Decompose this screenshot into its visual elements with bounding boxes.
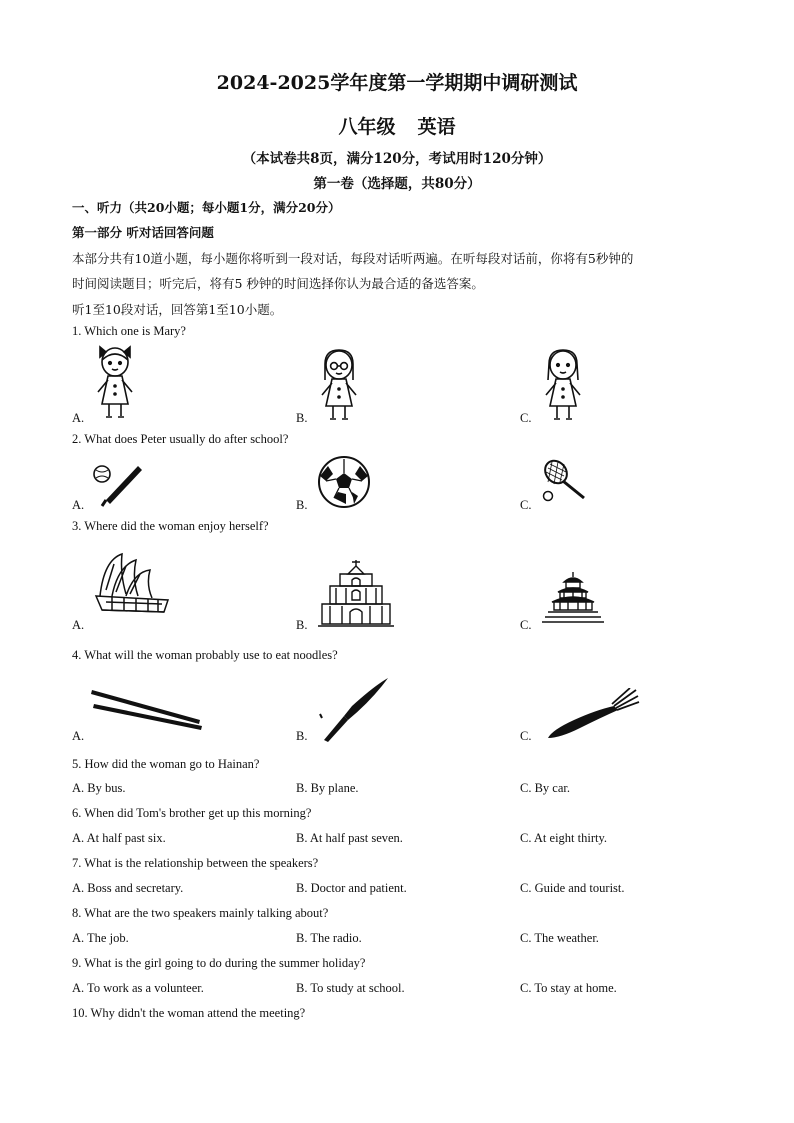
- option-c: C.: [520, 411, 532, 425]
- option-c: C. Guide and tourist.: [520, 881, 625, 895]
- grade-label: 八年级: [338, 116, 396, 138]
- option-c: C.: [520, 729, 532, 743]
- fork-icon: [544, 688, 640, 742]
- option-a: A.: [72, 498, 85, 512]
- option-c: C. The weather.: [520, 931, 599, 945]
- option-a: A. Boss and secretary.: [72, 881, 184, 895]
- option-a: A. The job.: [72, 931, 129, 945]
- option-b: B. Doctor and patient.: [296, 881, 407, 895]
- instruction-line-1: 本部分共有10道小题，每小题你将听到一段对话，每段对话听两遍。在听每段对话前，你将有5秒钟的: [72, 251, 634, 266]
- tennis-racket-icon: [540, 458, 588, 506]
- baseball-bat-icon: [90, 462, 144, 510]
- instruction-line-3: 听1至10段对话，回答第1至10小题。: [72, 302, 283, 317]
- question-1: 1. Which one is Mary?: [72, 324, 186, 338]
- sydney-opera-house-icon: [92, 550, 172, 620]
- question-6: 6. When did Tom's brother get up this morning?: [72, 806, 312, 820]
- girl-with-glasses-icon: [314, 346, 364, 424]
- option-b: B. The radio.: [296, 931, 362, 945]
- option-c: C. At eight thirty.: [520, 831, 608, 845]
- question-9: 9. What is the girl going to do during the summer holiday?: [72, 956, 366, 970]
- option-b: B. By plane.: [296, 781, 359, 795]
- ruins-of-st-paul-icon: [318, 560, 394, 628]
- chopsticks-icon: [90, 686, 204, 734]
- option-b: B.: [296, 729, 308, 743]
- question-8: 8. What are the two speakers mainly talking about?: [72, 906, 329, 920]
- section-heading: 一、听力（共20小题；每小题1分，满分20分）: [72, 200, 341, 215]
- option-a: A.: [72, 618, 85, 632]
- option-a: A. To work as a volunteer.: [72, 981, 204, 995]
- question-7: 7. What is the relationship between the speakers?: [72, 856, 319, 870]
- option-a: A. At half past six.: [72, 831, 166, 845]
- question-3: 3. Where did the woman enjoy herself?: [72, 519, 269, 533]
- question-4: 4. What will the woman probably use to eat noodles?: [72, 648, 338, 662]
- question-5: 5. How did the woman go to Hainan?: [72, 757, 260, 771]
- knife-icon: [318, 676, 390, 742]
- subject-label: 英语: [417, 116, 456, 138]
- part-heading: 第一部分 听对话回答问题: [72, 225, 214, 240]
- girl-with-ponytails-icon: [538, 346, 588, 424]
- option-a: A.: [72, 729, 85, 743]
- option-a: A.: [72, 411, 85, 425]
- option-b: B. At half past seven.: [296, 831, 403, 845]
- option-b: B.: [296, 411, 308, 425]
- temple-of-heaven-icon: [542, 572, 604, 626]
- soccer-ball-icon: [316, 454, 372, 510]
- exam-title: 2024-2025学年度第一学期期中调研测试: [216, 72, 578, 94]
- option-c: C.: [520, 618, 532, 632]
- option-c: C.: [520, 498, 532, 512]
- question-2: 2. What does Peter usually do after school?: [72, 432, 289, 446]
- volume-heading: 第一卷（选择题，共80分）: [313, 176, 481, 192]
- exam-info: （本试卷共8页，满分120分，考试用时120分钟）: [242, 151, 552, 167]
- option-c: C. By car.: [520, 781, 570, 795]
- instruction-line-2: 时间阅读题目；听完后，将有5 秒钟的时间选择你认为最合适的备选答案。: [72, 276, 484, 291]
- option-b: B. To study at school.: [296, 981, 405, 995]
- option-a: A. By bus.: [72, 781, 126, 795]
- question-10: 10. Why didn't the woman attend the meeting?: [72, 1006, 306, 1020]
- option-b: B.: [296, 618, 308, 632]
- option-b: B.: [296, 498, 308, 512]
- grade-subject: [0, 112, 794, 139]
- girl-with-bow-icon: [90, 344, 140, 422]
- option-c: C. To stay at home.: [520, 981, 617, 995]
